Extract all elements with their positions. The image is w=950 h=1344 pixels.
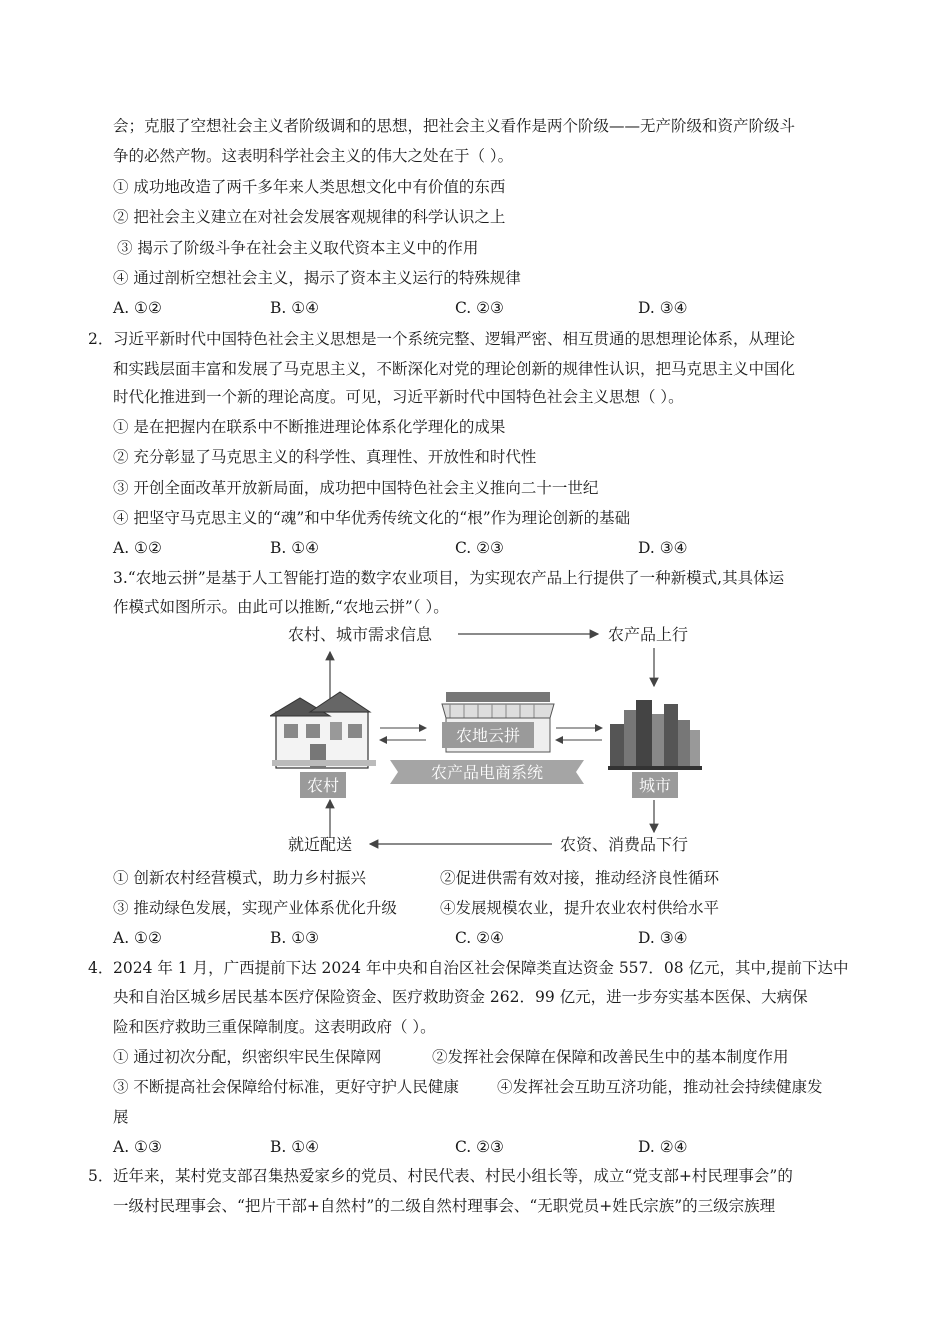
diagram-platform-label: 农地云拼 xyxy=(455,726,521,745)
q2-item-4: ④ 把坚守马克思主义的“魂”和中华优秀传统文化的“根”作为理论创新的基础 xyxy=(113,509,631,527)
diagram-city-label: 城市 xyxy=(638,776,672,795)
q3-choice-c: C. ②④ xyxy=(455,929,504,947)
q4-item-4-wrap: 展 xyxy=(113,1108,129,1126)
q2-stem-line-3: 时代化推进到一个新的理论高度。可见，习近平新时代中国特色社会主义思想（ ）。 xyxy=(113,388,684,406)
q1-choice-b: B. ①④ xyxy=(270,299,320,317)
q2-number: 2． xyxy=(88,330,114,348)
q2-item-2: ② 充分彰显了马克思主义的科学性、真理性、开放性和时代性 xyxy=(113,448,537,466)
diagram-ecommerce-label: 农产品电商系统 xyxy=(430,763,544,782)
diagram-village-label: 农村 xyxy=(306,776,340,795)
q2-choice-c: C. ②③ xyxy=(455,539,504,557)
diagram-demand-info-label: 农村、城市需求信息 xyxy=(288,625,433,644)
q4-number: 4． xyxy=(88,959,114,977)
q5-stem-line-1: 近年来，某村党支部召集热爱家乡的党员、村民代表、村民小组长等，成立“党支部+村民理事会”的 xyxy=(113,1167,793,1185)
q1-stem-line-1: 会；克服了空想社会主义者阶级调和的思想，把社会主义看作是两个阶级——无产阶级和资产阶级斗 xyxy=(113,117,796,135)
village-house-icon xyxy=(270,692,376,768)
q4-stem-line-3: 险和医疗救助三重保障制度。这表明政府（ ）。 xyxy=(113,1018,436,1036)
q5-number: 5． xyxy=(88,1167,114,1185)
q5-stem-line-2: 一级村民理事会、“把片干部+自然村”的二级自然村理事会、“无职党员+姓氏宗族”的三级宗族理 xyxy=(113,1197,776,1215)
q3-stem-line-1: 3.“农地云拼”是基于人工智能打造的数字农业项目，为实现农产品上行提供了一种新模式,其具体运 xyxy=(113,569,785,587)
q1-choice-c: C. ②③ xyxy=(455,299,504,317)
q2-choice-b: B. ①④ xyxy=(270,539,320,557)
q1-item-3: ③ 揭示了阶级斗争在社会主义取代资本主义中的作用 xyxy=(117,239,479,257)
q4-stem-line-2: 央和自治区城乡居民基本医疗保险资金、医疗救助资金 262．99 亿元，进一步夯实基本医保、大病保 xyxy=(113,988,808,1006)
q3-choice-b: B. ①③ xyxy=(270,929,320,947)
q4-choice-d: D. ②④ xyxy=(638,1138,688,1156)
q3-flow-diagram xyxy=(270,620,710,860)
q2-stem-line-2: 和实践层面丰富和发展了马克思主义，不断深化对党的理论创新的规律性认识，把马克思主义中国化 xyxy=(113,360,796,378)
q4-item-2: ②发挥社会保障在保障和改善民生中的基本制度作用 xyxy=(432,1048,789,1066)
diagram-upstream-label: 农产品上行 xyxy=(608,625,689,644)
diagram-downstream-label: 农资、消费品下行 xyxy=(560,835,689,854)
q3-stem-line-2: 作模式如图所示。由此可以推断,“农地云拼”（ ）。 xyxy=(113,598,449,616)
q3-item-1: ① 创新农村经营模式，助力乡村振兴 xyxy=(113,869,366,887)
q4-choice-b: B. ①④ xyxy=(270,1138,320,1156)
q4-item-1: ① 通过初次分配，织密织牢民生保障网 xyxy=(113,1048,382,1066)
q4-item-3: ③ 不断提高社会保障给付标准，更好守护人民健康 xyxy=(113,1078,459,1096)
q1-item-2: ② 把社会主义建立在对社会发展客观规律的科学认识之上 xyxy=(113,208,506,226)
q4-choice-c: C. ②③ xyxy=(455,1138,504,1156)
q3-item-2: ②促进供需有效对接，推动经济良性循环 xyxy=(440,869,720,887)
q4-item-4: ④发挥社会互助互济功能，推动社会持续健康发 xyxy=(497,1078,823,1096)
q1-choice-a: A. ①② xyxy=(113,299,162,317)
q2-choice-a: A. ①② xyxy=(113,539,162,557)
q2-item-1: ① 是在把握内在联系中不断推进理论体系化学理化的成果 xyxy=(113,418,506,436)
q2-choice-d: D. ③④ xyxy=(638,539,688,557)
q3-item-3: ③ 推动绿色发展，实现产业体系优化升级 xyxy=(113,899,397,917)
q4-stem-line-1: 2024 年 1 月，广西提前下达 2024 年中央和自治区社会保障类直达资金 557．08 亿元，其中,提前下达中 xyxy=(113,959,849,977)
q4-choice-a: A. ①③ xyxy=(113,1138,162,1156)
q1-stem-line-2: 争的必然产物。这表明科学社会主义的伟大之处在于（ ）。 xyxy=(113,147,514,165)
q3-choice-d: D. ③④ xyxy=(638,929,688,947)
q2-stem-line-1: 习近平新时代中国特色社会主义思想是一个系统完整、逻辑严密、相互贯通的思想理论体系，从理论 xyxy=(113,330,796,348)
q1-item-1: ① 成功地改造了两千多年来人类思想文化中有价值的东西 xyxy=(113,178,506,196)
city-skyline-icon xyxy=(608,700,702,770)
q2-item-3: ③ 开创全面改革开放新局面，成功把中国特色社会主义推向二十一世纪 xyxy=(113,479,599,497)
q3-item-4: ④发展规模农业，提升农业农村供给水平 xyxy=(440,899,720,917)
diagram-delivery-label: 就近配送 xyxy=(288,835,353,854)
q1-item-4: ④ 通过剖析空想社会主义，揭示了资本主义运行的特殊规律 xyxy=(113,269,521,287)
q3-choice-a: A. ①② xyxy=(113,929,162,947)
q1-choice-d: D. ③④ xyxy=(638,299,688,317)
